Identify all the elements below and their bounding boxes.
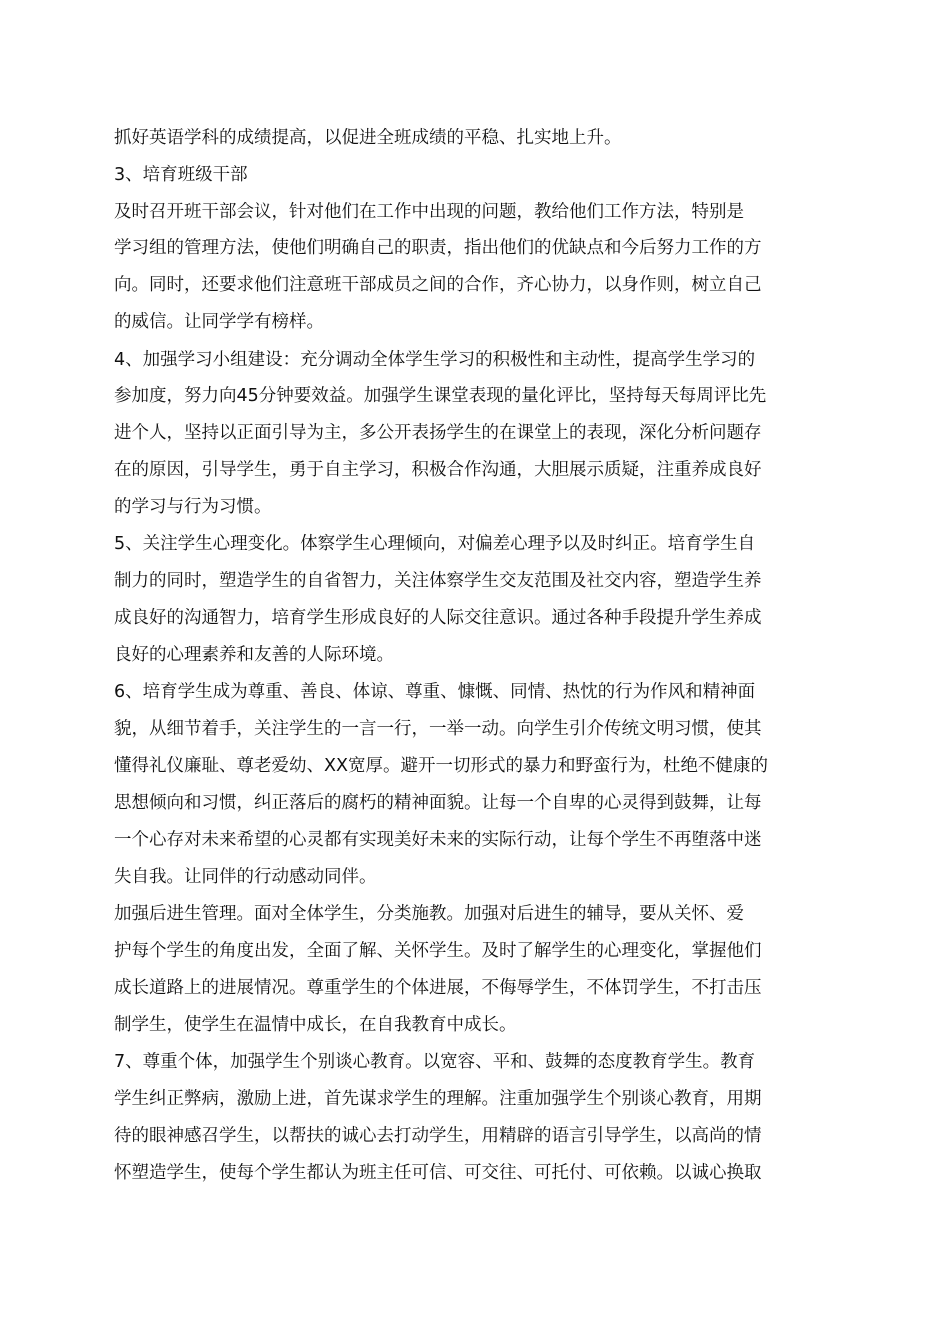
text-line-4: 学习组的管理方法，使他们明确自己的职责，指出他们的优缺点和今后努力工作的方 (114, 238, 762, 258)
text-line-15: 良好的心理素养和友善的人际环境。 (114, 645, 394, 665)
text-line-27: 学生纠正弊病，激励上进，首先谋求学生的理解。注重加强学生个别谈心教育，用期 (114, 1089, 762, 1109)
text-line-25: 制学生，使学生在温情中成长，在自我教育中成长。 (114, 1015, 517, 1035)
text-line-12: 5、关注学生心理变化。体察学生心理倾向，对偏差心理予以及时纠正。培育学生自 (114, 534, 756, 554)
text-line-21: 失自我。让同伴的行动感动同伴。 (114, 867, 377, 887)
text-line-1: 抓好英语学科的成绩提高，以促进全班成绩的平稳、扎实地上升。 (114, 128, 622, 148)
text-line-24: 成长道路上的进展情况。尊重学生的个体进展，不侮辱学生，不体罚学生，不打击压 (114, 978, 762, 998)
text-line-16: 6、培育学生成为尊重、善良、体谅、尊重、慷慨、同情、热忱的行为作风和精神面 (114, 682, 756, 702)
text-line-13: 制力的同时，塑造学生的自省智力，关注体察学生交友范围及社交内容，塑造学生养 (114, 571, 762, 591)
text-line-7: 4、加强学习小组建设：充分调动全体学生学习的积极性和主动性，提高学生学习的 (114, 350, 756, 370)
text-line-26: 7、尊重个体，加强学生个别谈心教育。以宽容、平和、鼓舞的态度教育学生。教育 (114, 1052, 756, 1072)
text-line-22: 加强后进生管理。面对全体学生，分类施教。加强对后进生的辅导，要从关怀、爱 (114, 904, 744, 924)
text-line-14: 成良好的沟通智力，培育学生形成良好的人际交往意识。通过各种手段提升学生养成 (114, 608, 762, 628)
text-line-19: 思想倾向和习惯，纠正落后的腐朽的精神面貌。让每一个自卑的心灵得到鼓舞，让每 (114, 793, 762, 813)
text-line-11: 的学习与行为习惯。 (114, 497, 272, 517)
text-line-29: 怀塑造学生，使每个学生都认为班主任可信、可交往、可托付、可依赖。以诚心换取 (114, 1163, 762, 1183)
text-line-18: 懂得礼仪廉耻、尊老爱幼、XX宽厚。避开一切形式的暴力和野蛮行为，杜绝不健康的 (114, 756, 768, 776)
text-line-8: 参加度，努力向45分钟要效益。加强学生课堂表现的量化评比，坚持每天每周评比先 (114, 386, 767, 406)
text-line-3: 及时召开班干部会议，针对他们在工作中出现的问题，教给他们工作方法，特别是 (114, 202, 744, 222)
text-line-5: 向。同时，还要求他们注意班干部成员之间的合作，齐心协力，以身作则，树立自己 (114, 275, 762, 295)
section-heading-3: 3、培育班级干部 (114, 165, 248, 185)
text-line-23: 护每个学生的角度出发，全面了解、关怀学生。及时了解学生的心理变化，掌握他们 (114, 941, 762, 961)
text-line-10: 在的原因，引导学生，勇于自主学习，积极合作沟通，大胆展示质疑，注重养成良好 (114, 460, 762, 480)
text-line-6: 的威信。让同学学有榜样。 (114, 312, 324, 332)
text-line-17: 貌，从细节着手，关注学生的一言一行，一举一动。向学生引介传统文明习惯，使其 (114, 719, 762, 739)
text-line-9: 进个人，坚持以正面引导为主，多公开表扬学生的在课堂上的表现，深化分析问题存 (114, 423, 762, 443)
text-line-20: 一个心存对未来希望的心灵都有实现美好未来的实际行动，让每个学生不再堕落中迷 (114, 830, 762, 850)
text-line-28: 待的眼神感召学生，以帮扶的诚心去打动学生，用精辟的语言引导学生，以高尚的情 (114, 1126, 762, 1146)
